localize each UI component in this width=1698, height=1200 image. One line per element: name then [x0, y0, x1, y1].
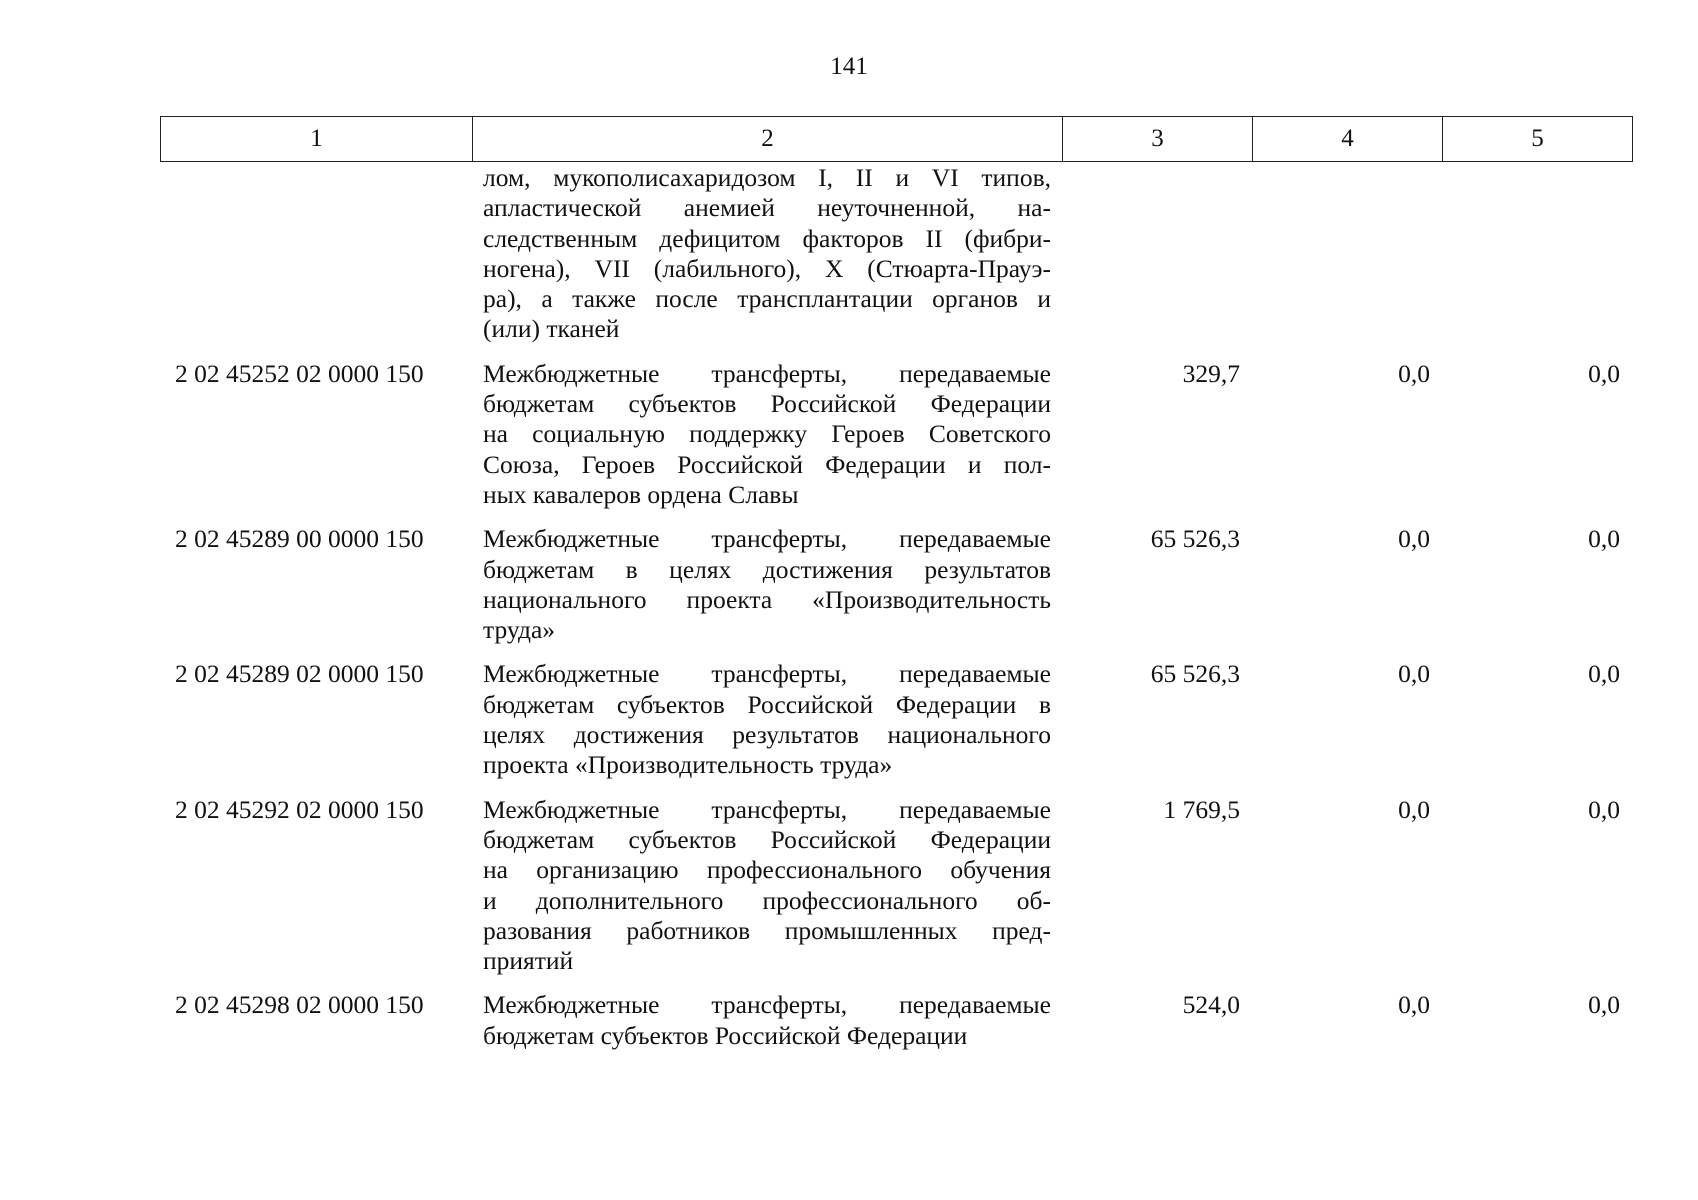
description	[472, 524, 1062, 645]
description-line: Межбюджетные трансферты, передаваемые	[483, 524, 1051, 554]
description-line: бюджетам субъектов Российской Федерации	[483, 389, 1051, 419]
table-row	[160, 524, 1632, 645]
table-header	[160, 116, 1633, 162]
description-line: национального проекта «Производительность	[483, 584, 1051, 614]
description-line: на социальную поддержку Героев Советского	[483, 419, 1051, 449]
table-row-continuation	[160, 163, 1632, 345]
description-line: Межбюджетные трансферты, передаваемые	[483, 358, 1051, 388]
description	[472, 359, 1062, 510]
description	[472, 990, 1062, 1051]
description-line: Союза, Героев Российской Федерации и пол-	[483, 449, 1051, 479]
column-header-4: 4	[1253, 117, 1443, 162]
value-col5: 0,0	[1588, 990, 1620, 1020]
description-line: ра), а также после трансплантации органов и	[483, 284, 1051, 314]
description	[472, 795, 1062, 977]
value-col4: 0,0	[1398, 990, 1430, 1020]
description-line: бюджетам в целях достижения результатов	[483, 554, 1051, 584]
value-col3: 524,0	[1182, 990, 1240, 1020]
description-line: труда»	[483, 615, 556, 645]
description-line: на организацию профессионального обучения	[483, 855, 1051, 885]
description	[472, 659, 1062, 780]
table-row	[160, 659, 1632, 780]
table-row	[160, 795, 1632, 977]
column-header-2: 2	[473, 117, 1063, 162]
description-line: апластической анемией неуточненной, на-	[483, 193, 1051, 223]
description-line: ных кавалеров ордена Славы	[483, 479, 799, 509]
table-row	[160, 359, 1632, 510]
value-col4: 0,0	[1398, 794, 1430, 824]
description-line: бюджетам субъектов Российской Федерации	[483, 1020, 968, 1050]
page-number: 141	[830, 53, 868, 80]
description-line: лом, мукополисахаридозом I, II и VI типов,	[483, 163, 1051, 192]
column-header-3: 3	[1063, 117, 1253, 162]
description	[472, 163, 1062, 345]
budget-code: 2 02 45289 02 0000 150	[175, 659, 424, 689]
value-col4: 0,0	[1398, 524, 1430, 554]
value-col4: 0,0	[1398, 358, 1430, 388]
budget-code: 2 02 45292 02 0000 150	[175, 794, 424, 824]
table-row	[160, 990, 1632, 1051]
value-col4: 0,0	[1398, 659, 1430, 689]
description-line: (или) тканей	[483, 314, 620, 344]
value-col5: 0,0	[1588, 358, 1620, 388]
description-line: Межбюджетные трансферты, передаваемые	[483, 659, 1051, 689]
value-col5: 0,0	[1588, 794, 1620, 824]
value-col3: 65 526,3	[1150, 659, 1240, 689]
description-line: приятий	[483, 946, 574, 976]
budget-code: 2 02 45298 02 0000 150	[175, 990, 424, 1020]
value-col5: 0,0	[1588, 659, 1620, 689]
description-line: разования работников промышленных пред-	[483, 915, 1051, 945]
budget-code: 2 02 45252 02 0000 150	[175, 358, 424, 388]
description-line: проекта «Производительность труда»	[483, 750, 893, 780]
value-col3: 329,7	[1182, 358, 1240, 388]
column-header-1: 1	[161, 117, 473, 162]
column-header-5: 5	[1443, 117, 1633, 162]
budget-code: 2 02 45289 00 0000 150	[175, 524, 424, 554]
description-line: бюджетам субъектов Российской Федерации	[483, 824, 1051, 854]
description-line: бюджетам субъектов Российской Федерации в	[483, 689, 1051, 719]
description-line: ногена), VII (лабильного), X (Стюарта-Прауэ-	[483, 253, 1051, 283]
description-line: и дополнительного профессионального об-	[483, 885, 1051, 915]
description-line: Межбюджетные трансферты, передаваемые	[483, 794, 1051, 824]
value-col5: 0,0	[1588, 524, 1620, 554]
description-line: следственным дефицитом факторов II (фибри-	[483, 223, 1051, 253]
table-body	[160, 163, 1632, 1065]
description-line: Межбюджетные трансферты, передаваемые	[483, 990, 1051, 1020]
value-col3: 1 769,5	[1163, 794, 1240, 824]
description-line: целях достижения результатов национального	[483, 720, 1051, 750]
value-col3: 65 526,3	[1150, 524, 1240, 554]
